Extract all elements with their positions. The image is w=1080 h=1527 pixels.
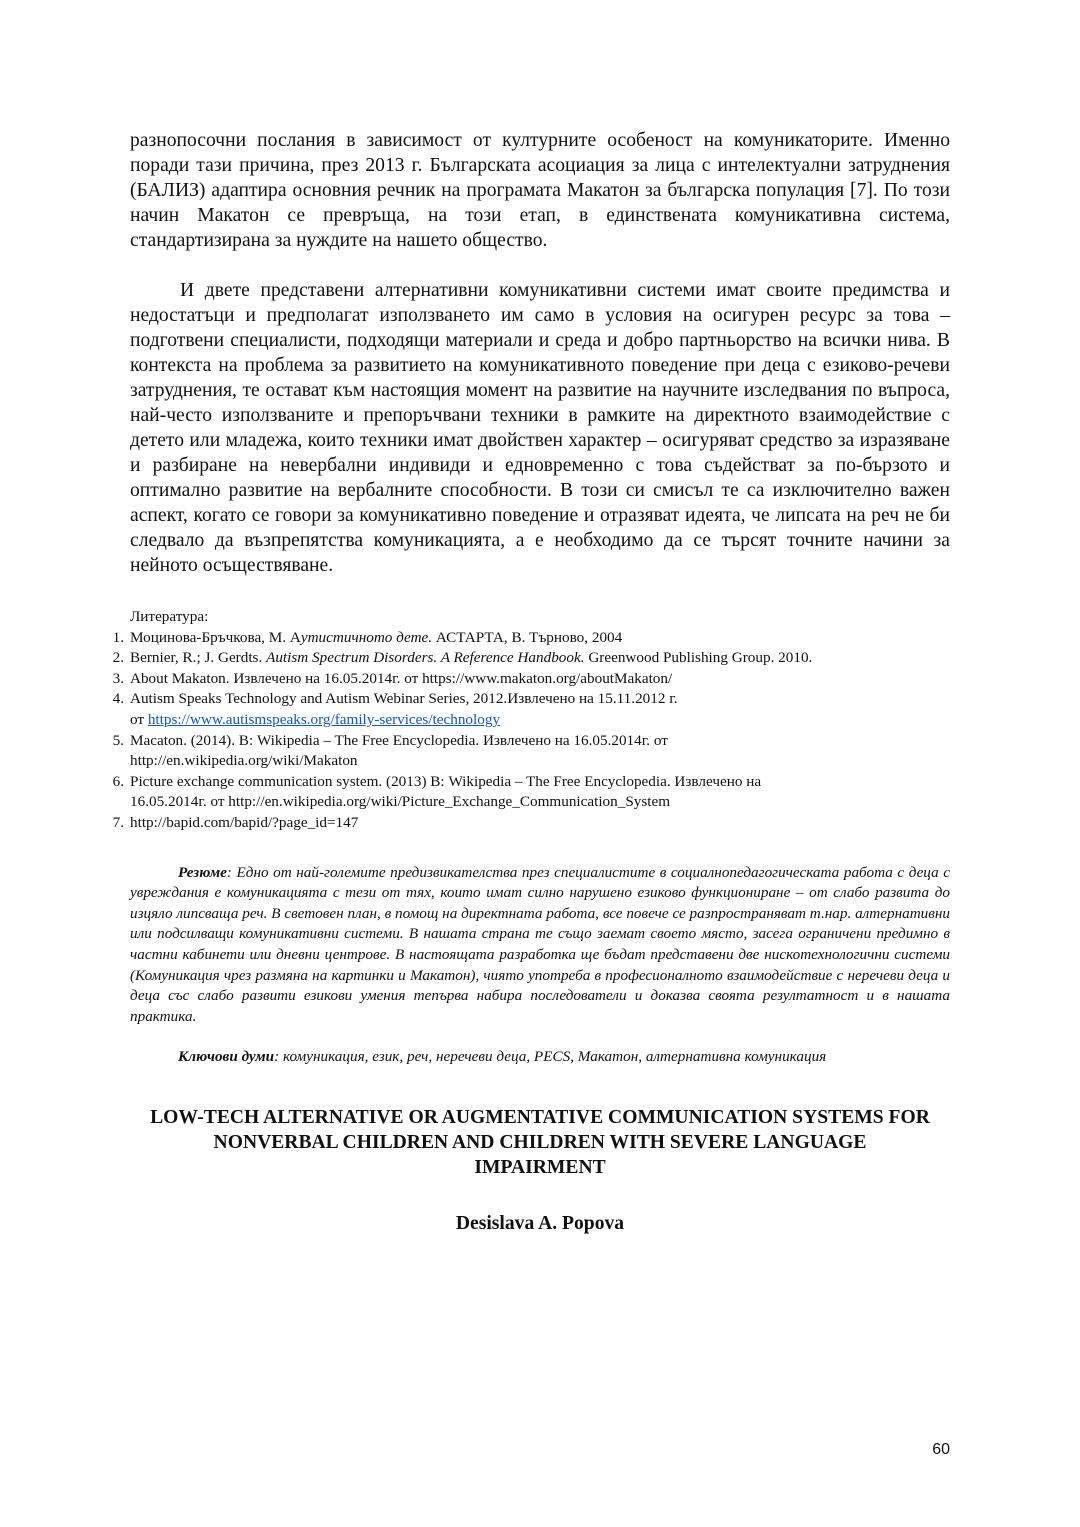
author-name: Desislava A. Popova [455,1212,625,1234]
references-heading: Литература: [130,608,209,625]
reference-item: 1. Моцинова-Бръчкова, М. Аутистичното дете. АСТАРТА, В. Търново, 2004 [112,628,623,646]
reference-item: 2. Bernier, R.; J. Gerdts. Autism Spectrum Disorders. A Reference Handbook. Greenwood Publishing Group. 2010. [112,649,813,667]
body-paragraph-2: И двете представени алтернативни комуникативни системи имат своите предимства и недостатъци и предполагат използването им само в условия на осигурен ресурс за това – подготвени специалисти, подходящи материали и среда и добро партньорство на всички нива. В контекста на проблема за развитието на комуникативното поведение при деца с езиково-речеви затруднения, те остават към настоящия момент на развитие на научните изследвания по въпроса, най-често използваните и препоръчвани техники в рамките на директното взаимодействие с детето или младежа, които техники имат двойствен характер – осигуряват средство за изразяване и разбиране на невербални индивиди и едновременно с това съдействат за по-бързото и оптимално развитие на вербалните способности. В този си смисъл те са изключително важен аспект, когато се говори за комуникативно поведение и отразяват идеята, че липсата на реч не би следвало да възпрепятства комуникацията, а е необходимо да се търсят точните начини за нейното осъществяване. [130,280,950,576]
reference-item: 3. About Makaton. Извлечено на 16.05.2014г. от https://www.makaton.org/aboutMakaton/ [112,669,673,687]
page-content [112,128,950,1236]
reference-item: 6. Picture exchange communication system. (2013) В: Wikipedia – The Free Encyclopedia. Извлечено на 16.05.2014г. от http://en.wikipedia.org/wiki/Picture_Exchange_Communication_System [112,772,762,811]
page-number: 60 [932,1441,950,1458]
keywords-label: Ключови думи [178,1048,275,1066]
abstract: Резюме: Едно от най-големите предизвикателства през специалистите в социалнопедагогическата работа с деца с увреждания е комуникацията с тези от тях, които имат силно нарушено езиково функциониране – от слабо развита до изцяло липсваща реч. В световен план, в помощ на директната работа, все повече се разпространяват т.нар. алтернативни или подсилващи комуникативни системи. В нашата страна те също заемат своето място, засега ограничени предимно в частни кабинети или дневни центрове. В настоящата разработка ще бъдат представени две нискотехнологични системи (Комуникация чрез размяна на картинки и Макатон), чиято употреба в професионалното взаимодействие с неречеви деца и деца със слабо развити езикови умения тепърва набира последователи и доказва своята резултатност и в нашата практика. [130,863,950,1025]
reference-item: 7. http://bapid.com/bapid/?page_id=147 [112,813,359,831]
english-title: LOW-TECH ALTERNATIVE OR AUGMENTATIVE COMMUNICATION SYSTEMS FOR NONVERBAL CHILDREN AND CHILDREN WITH SEVERE LANGUAGE IMPAIRMENT [150,1106,930,1178]
reference-item: 4. Autism Speaks Technology and Autism Webinar Series, 2012.Извлечено на 15.11.2012 г. от https://www.autismspeaks.org/family-services/technology [112,690,678,728]
references-list [112,628,950,834]
reference-link[interactable]: https://www.autismspeaks.org/family-services/technology [147,710,501,728]
keywords: Ключови думи: комуникация, език, реч, неречеви деца, PECS, Макатон, алтернативна комуникация [178,1048,827,1066]
abstract-label: Резюме [178,863,227,881]
reference-item: 5. Macaton. (2014). В: Wikipedia – The Free Encyclopedia. Извлечено на 16.05.2014г. от http://en.wikipedia.org/wiki/Makaton [112,731,668,770]
body-paragraph-1: разнопосочни послания в зависимост от културните особеност на комуникаторите. Именно поради тази причина, през 2013 г. Българската асоциация за лица с интелектуални затруднения (БАЛИЗ) адаптира основния речник на програмата Макатон за българска популация [7]. По този начин Макатон се превръща, на този етап, в единствената комуникативна система, стандартизирана за нуждите на нашето общество. [130,130,950,251]
